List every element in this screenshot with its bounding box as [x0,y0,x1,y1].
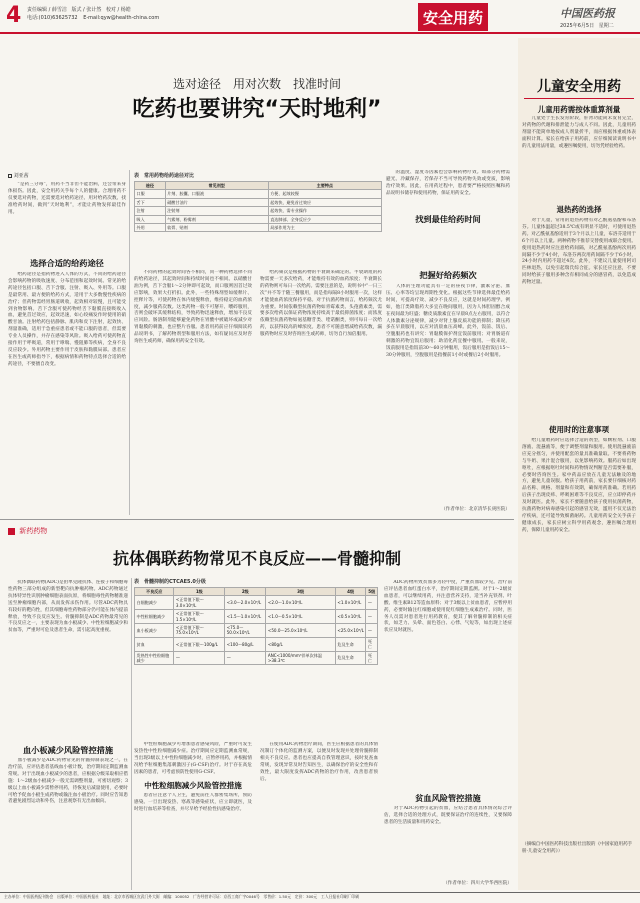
ctcae-table-cell: 白细胞减少 [135,596,174,610]
ctcae-table-cell: <3.0～2.0×10⁹/L [225,596,266,610]
ctcae-table-cell: <80g/L [266,637,336,651]
route-table-header-row [135,182,382,190]
author-box-icon [8,174,12,178]
ctcae-table-cell: ANC<1000/mm³伴单次体温>38.3℃ [266,651,336,665]
lead-col4-para-a: 的温度、湿度等因素也会影响药物疗效。如部分药物需避光、冷藏保存，若保存不当可导致药物失效或变质，影响治疗效果。因此，在用药过程中，患者要严格按照医嘱和药品说明书储存和使用药物，保证用药安全。 [386,170,510,196]
second-col3-para: 在使用ADC药物治疗期间，医生应根据患者的具体情况制订个体化的监测方案，以便及时发现并处理骨髓抑制相关不良反应。患者也应提高自我管理意识，按时复查血常规，发现异常及时告知医生，以确保治疗的安全性和有效性，最大限度发挥ADC药物的治疗作用，改善患者预后。 [260,742,378,782]
lead-author [8,172,29,179]
route-table-cell: 起效快、避免首过效应 [268,198,381,206]
route-table-cell: 直达肺部、全身反应少 [268,215,381,223]
lead-kicker: 选对途径 用对次数 找准时间 [172,77,341,91]
ctcae-table-cell: — [366,596,378,610]
lead-subhead-timing: 找到最佳给药时间 [415,214,481,224]
ctcae-table-cell: <100～80g/L [225,637,266,651]
second-subhead-platelet: 血小板减少风险管控措施 [22,745,114,755]
ctcae-table-cell: <75.0～50.0×10⁹/L [225,624,266,638]
proof-credit: 校对 / 杨皓 [105,7,131,13]
side-para-dose: 儿童处于生长发育阶段，肝肾功能尚未发育完全，对药物的代谢和排泄能力与成人不同。因此，儿童用药剂量不能简单地按成人剂量折半，而应根据体重或体表面积计算。家长在给孩子用药前，应仔细阅读说明书中的儿童用法用量，或遵医嘱使用，切勿凭经验给药。 [522,116,636,149]
column-tag-icon [8,528,15,535]
route-table-row [135,198,382,206]
second-col2-para: 中性粒细胞减少可增加患者感染风险，严重时可发生发热性中性粒细胞减少症。治疗期间应定期监测血常规，当出现3级以上中性粒细胞减少时，应暂停用药，并根据情况给予粒细胞集落刺激因子(G-CSF)治疗。对于存在高危因素的患者，可考虑预防性使用G-CSF。 [134,742,252,775]
lead-title: 吃药也要讲究“天时地利” [132,97,382,122]
ctcae-table-row [135,624,378,638]
side-title: 儿童安全用药 [537,79,621,95]
page-header [0,0,640,36]
second-divider [0,519,514,520]
ctcae-table-cell: 血小板减少 [135,624,174,638]
ctcae-table-header-cell: 3级 [266,588,336,596]
ctcae-table-cell: <正常值下限～1.5×10⁹/L [174,610,225,624]
ctcae-table-cell: 危及生命 [335,651,366,665]
lead-col1-para-b: 给药途径是指药物进入人体的方式，不同的给药途径会影响药物的吸收速度、分布范围和起效时间。常见的给药途径包括口服、舌下含服、注射、吸入、外用等。口服是最常用、最方便的给药方式，适用于大多数慢性疾病的治疗；但药物需经胃肠道吸收，起效相对较慢，且可能受到食物影响。舌下含服可使药物经舌下黏膜直接吸收入血，避免首过效应，起效迅速，如心绞痛发作时使用的硝酸甘油。注射给药包括静脉、肌肉和皮下注射，起效快、剂量准确，适用于急重症患者或不能口服的患者，但需要专业人员操作，并存在感染等风险。吸入给药可使药物直接作用于呼吸道，常用于哮喘、慢阻肺等疾病，全身不良反应较少。外用药物主要作用于皮肤和黏膜局部。患者应在医生或药师指导下，根据病情和药物特点选择合适的给药途径，不要擅自改变。 [8,272,126,367]
ctcae-table-cell: <2.0～1.0×10⁹/L [266,596,336,610]
ctcae-table-cell: — [225,651,266,665]
route-table-cell: 硝酸甘油片 [165,198,268,206]
second-col4-para-a: ADC药物所致贫血多为轻中度，严重贫血较少见。治疗前应评估患者血红蛋白水平，治疗期间定期监测。对于1～2级贫血患者，可以继续用药，并注意营养支持，适当补充铁剂、叶酸、维生素B12等造血原料；对于3级以上贫血患者，应暂停用药，必要时输注红细胞或使用促红细胞生成素治疗。同时，医务人员需对患者进行用药教育，使其了解骨髓抑制的相关症状，如乏力、头晕、面色苍白、心悸、气短等，如出现上述症状应及时就医。 [384,580,512,634]
side-source-note: （摘编自中国医药科技出版社出版的《中国家庭用药手册·儿童安全用药》） [522,842,633,854]
ctcae-table-cell: — [366,624,378,638]
route-table-cell: 局部作用为主 [268,224,381,232]
lead-table [134,172,382,232]
ctcae-table-cell: <正常值下限～3.0×10⁹/L [174,596,225,610]
side-subhead-dose: 儿童用药需按体重算剂量 [537,105,621,114]
route-table-row [135,215,382,223]
ctcae-table-cell: 死亡 [366,637,378,651]
route-table [134,181,382,232]
second-subhead-anemia: 贫血风险管控措施 [415,793,481,803]
route-table-cell: 口服 [135,190,166,198]
ctcae-table-header-cell: 4级 [335,588,366,596]
side-title-rule [524,98,634,99]
phone: 电话:(010)63625732 [27,15,78,21]
second-col4-para-b: 对于ADC药物引起的贫血，应结合患者具体情况综合评估，选择合适的处理方式，既要保证治疗的连续性，又要保障患者的生活质量和用药安全。 [384,806,512,825]
footer-text: 主办单位：中国医药报刊协会 出版单位：中国医药报社 地址：北京市西城区宣武门外大街 邮编：100052 广告经营许可证：京西工商广字0046号 零售价：1.50元 定价：300元 工人日报社印刷厂印刷 [4,894,359,899]
route-table-body [135,190,382,232]
column-tag [8,526,47,536]
ctcae-table-title: 表 骨髓抑制的CTCAE5.0分级 [134,579,206,585]
second-column-divider [131,578,132,890]
weekday: 星期二 [598,23,614,29]
ctcae-table-cell: 贫血 [135,637,174,651]
lead-author-note: （作者单位：北京清华长庚医院） [441,507,510,512]
route-table-header-cell: 常见剂型 [165,182,268,190]
route-table-cell: 外用 [135,224,166,232]
ctcae-table-row [135,596,378,610]
ctcae-table-cell: 中性粒细胞减少 [135,610,174,624]
email: E-mail:qyw@health-china.com [83,15,160,21]
header-info-line2 [27,14,159,21]
ctcae-table-cell: <正常值下限～75.0×10⁹/L [174,624,225,638]
section-banner-text: 安全用药 [422,9,483,27]
lead-table-title: 表 常用药物给药途径对比 [134,173,195,179]
page-number: 4 [6,3,22,28]
ctcae-table-cell: <0.5×10⁹/L [335,610,366,624]
column-tag-label: 新药药物 [19,527,48,535]
second-subhead-neutrophil: 中性粒细胞减少风险管控措施 [144,781,242,790]
ctcae-table-cell: 发热性中性粒细胞减少 [135,651,174,665]
ctcae-table-cell: <1.0×10⁹/L [335,596,366,610]
column-divider [129,170,130,515]
ctcae-table-cell: <50.0～25.0×10⁹/L [266,624,336,638]
lead-subhead-route: 选择合适的给药途径 [30,258,104,268]
ctcae-table-cell: 死亡 [366,651,378,665]
ctcae-table-header-cell: 1级 [174,588,225,596]
header-info-line1 [27,6,131,13]
ctcae-table-block [134,578,378,665]
route-table-cell: 舌下 [135,198,166,206]
route-table-cell: 注射剂 [165,207,268,215]
author-name: 刘亚茜 [13,173,29,179]
ctcae-table-cell: — [366,610,378,624]
ctcae-table-cell: <1.0～0.5×10⁹/L [266,610,336,624]
ctcae-header-row [135,588,378,596]
side-para-caution: 给儿童喂药时应选择合适的剂型，如颗粒剂、口服溶液、混悬液等，便于调整剂量和服用。使用混悬液前应充分摇匀，并使用配套的量具准确量取。不要将药物与牛奶、果汁混合服用，以免影响药效。服药后如出现呕吐，应根据呕吐时间和药物情况判断是否需要补服，必要时咨询医生。家中药品应放在儿童无法触及的地方，避免儿童误服。给孩子用药前，家长要仔细核对药品名称、规格、剂量和有效期，确保用药准确。若用药后孩子出现皮疹、呼吸困难等不良反应，应立即停药并及时就医。此外，家长不要随意给孩子使用抗菌药物，抗菌药物对病毒感染引起的感冒无效，滥用不仅无法治疗疾病，还可能导致细菌耐药。儿童用药安全关乎孩子健康成长，家长应树立科学用药观念，遵医嘱合理用药，保障儿童用药安全。 [522,438,636,533]
route-table-header-cell: 主要特点 [268,182,381,190]
lead-col3-para: 给药频次是根据药物的半衰期来确定的。半衰期短的药物需要一天多次给药，才能维持有效的血药浓度；半衰期长的药物则可每日一次给药。需要注意的是，说明书中“一日三次”并不等于随三餐服用，而是指每隔8小时服用一次，这样才能使血药浓度保持平稳。对于抗菌药物而言，给药频次尤为重要。时间依赖型抗菌药物如青霉素类、头孢菌素类，需要多次给药以保证药物浓度持续高于最低抑菌浓度；而浓度依赖型抗菌药物如氨基糖苷类、喹诺酮类，则可每日一次给药，以获得较高的峰浓度。患者不可随意增减给药次数，漏服药物时应及时咨询医生或药师，切勿自行加倍服用。 [260,270,382,338]
ctcae-table-row [135,637,378,651]
route-table-cell: 注射 [135,207,166,215]
route-table-cell: 片剂、胶囊、口服液 [165,190,268,198]
side-para-fever: 对于儿童，常用的退热药物有对乙酰氨基酚和布洛芬。儿童体温超过38.5℃或有明显不适时，可使用退热药。对乙酰氨基酚适用于3个月以上儿童，布洛芬适用于6个月以上儿童。两种药物不推荐交替使用或联合使用。使用退热药时应注意给药间隔，对乙酰氨基酚两次用药间隔不少于4小时，布洛芬两次用药间隔不少于6小时，24小时内用药不超过4次。此外，不建议儿童使用阿司匹林退热，以免引起瑞氏综合征。家长还应注意，不要同时给孩子服用多种含有相同成分的感冒药，以免造成药物过量。 [522,218,636,286]
ctcae-table-cell: 危及生命 [335,637,366,651]
ctcae-table-row [135,651,378,665]
paper-name: 中国医药报 [560,7,615,20]
route-table-header-cell: 途径 [135,182,166,190]
ctcae-table-header-cell: 不良反应 [135,588,174,596]
route-table-cell: 吸入 [135,215,166,223]
second-col2-para-b: 患者应注意个人卫生，避免前往人群密集场所，预防感染。一旦出现发热、寒战等感染症状，应立即就医，及时进行血培养等检查，并尽早给予经验性抗感染治疗。 [134,793,252,812]
ctcae-table [134,587,378,665]
route-table-cell: 气雾剂、粉雾剂 [165,215,268,223]
lead-col4-para-b: 人体的生理功能具有一定的昼夜节律，激素分泌、血压、心率等均呈现周期性变化。根据这些节律选择最佳给药时间，可提高疗效、减少不良反应，这就是时间药理学。例如，他汀类降脂药大多宜在晚间服用，因为人体胆固醇合成在夜间最为旺盛；糖皮质激素宜在早晨8点左右服用，以符合人体激素分泌规律，减少对肾上腺皮质功能的抑制；降压药多在早晨服用，以应对清晨血压高峰。此外，饭前、饭后、空腹服药也有讲究：胃黏膜保护剂宜饭前服用；对胃肠道有刺激的药物宜饭后服用；助消化药宜餐中服用。一般来说，饭前服用是指饭前30～60分钟服用，饭后服用是指饭后15～30分钟服用，空腹服用是指餐前1小时或餐后2小时服用。 [386,284,510,359]
ctcae-table-row [135,610,378,624]
second-col1-para-b: 血小板减少是ADC药物常见的骨髓抑制表现之一。在治疗前，应评估患者基线血小板计数，治疗期间定期监测血常规。对于出现血小板减少的患者，应根据分级采取相应措施：1～2级血小板减少一般无需调整剂量，可密切观察；3级以上血小板减少需暂停用药，待恢复后减量使用，必要时可给予促血小板生成药物或输注血小板治疗。同时应告知患者避免剧烈运动和外伤，注意观察有无出血倾向。 [8,758,128,805]
ctcae-table-cell: <1.5～1.0×10⁹/L [225,610,266,624]
side-subhead-caution: 使用时的注意事项 [549,425,609,434]
route-table-row [135,224,382,232]
date: 2025年6月5日 [560,23,595,29]
route-table-cell: 软膏、贴剂 [165,224,268,232]
second-author-note: （作者单位：四川大学华西医院） [443,881,512,886]
ctcae-table-header-cell: 5级 [366,588,378,596]
editor-credit: 责任编辑 / 薛雪洁 [27,7,67,13]
lead-col1-para-a: “是药三分毒”，用药不当非但不能治病，还会带来身体损伤。因此，安全用药关乎每个人的健康。合理用药不仅要选对药物，还需要选对给药途径、用对给药次数、找准给药时间，做到“天时地利”，才能让药物发挥最佳作用。 [8,182,126,215]
header-rule [0,32,640,34]
second-col1-para-a: 抗体偶联药物(ADC)是由单克隆抗体、连接子和细胞毒性药物三部分组成的新型靶向抗肿瘤药物。ADC药物通过抗体特异性识别肿瘤细胞表面抗原，将细胞毒性药物精准递送至肿瘤细胞内部，从而发挥杀伤作用。尽管ADC药物具有较好的靶向性，但其细胞毒性药物部分仍可能在体内提前释放，导致不良反应发生。骨髓抑制是ADC药物最常见的不良反应之一，主要表现为血小板减少、中性粒细胞减少和贫血等，严重时可危及患者生命，需引起高度重视。 [8,580,128,634]
lead-col2-para: 不同药物的起效时间各不相同，同一种药物选择不同的给药途径，其起效时间和持续时间也不相同。以硝酸甘油为例，舌下含服1～2分钟即可起效，而口服则因首过效应影响，效果大打折扣。此外，一些特殊剂型如缓释片、控释片等，可使药物在体内缓慢释放，维持稳定的血药浓度，减少服药次数。这类药物一般不可掰开、嚼碎服用，否则会破坏其缓释结构，导致药物迅速释放，增加不良反应风险。肠溶制剂能够避免药物在胃酸中被破坏或减少对胃黏膜的刺激，也应整片吞服。患者用药前应仔细阅读药品说明书，了解药物剂型和服用方法，如有疑问应及时咨询医生或药师，确保用药安全有效。 [134,270,252,345]
footer-rule [0,892,640,893]
route-table-cell: 起效快、需专业操作 [268,207,381,215]
route-table-cell: 方便、起效较慢 [268,190,381,198]
ctcae-table-cell: <正常值下限～100g/L [174,637,225,651]
route-table-row [135,190,382,198]
ctcae-table-cell: <25.0×10⁹/L [335,624,366,638]
route-table-row [135,207,382,215]
side-subhead-fever: 退热药的选择 [556,205,602,214]
ctcae-body [135,596,378,665]
ctcae-table-header-cell: 2级 [225,588,266,596]
second-title: 抗体偶联药物常见不良反应——骨髓抑制 [112,549,401,568]
ctcae-table-cell: — [174,651,225,665]
lead-subhead-frequency: 把握好给药频次 [419,270,477,280]
header-date [560,22,614,29]
layout-credit: 版式 / 张计然 [71,7,102,13]
